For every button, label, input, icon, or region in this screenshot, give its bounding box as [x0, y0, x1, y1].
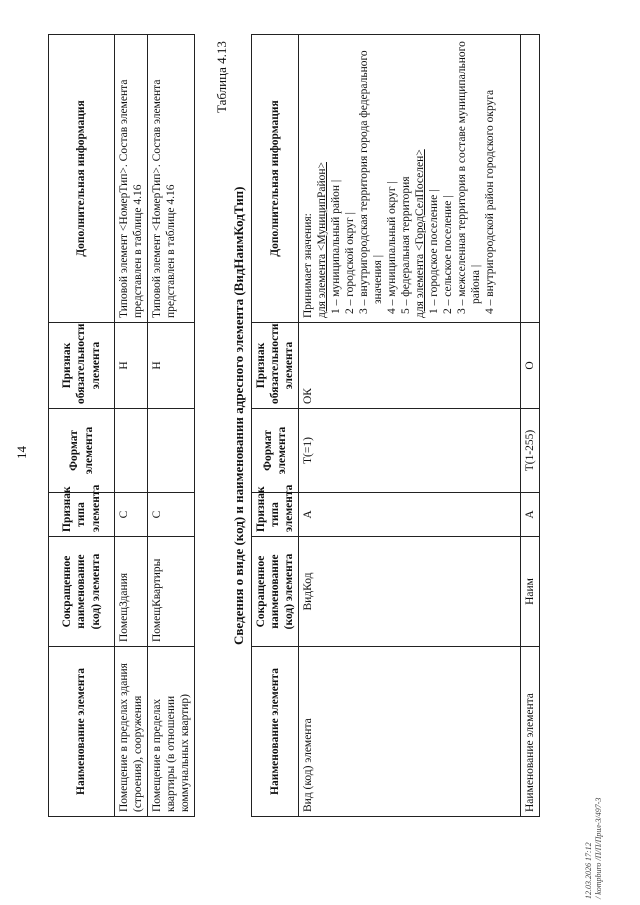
header-name: Наименование элемента [49, 647, 115, 817]
value-item: 2 – городской округ | [344, 212, 357, 314]
footer-date: 12.03.2026 17:12 [584, 842, 593, 899]
table-caption: Сведения о виде (код) и наименовании адресного элемента (ВидНаимКодТип) [231, 186, 246, 645]
cell-type: А [299, 493, 521, 537]
cell-code: ПомещЗдания [115, 537, 148, 647]
table-row [115, 35, 148, 817]
cell-required: Н [148, 323, 195, 409]
footer-path: / kompburo /П/П/Прил-3/497-3 [594, 797, 603, 899]
cell-info: Типовой элемент <НомерТип>. Состав элемента представлен в таблице 4.16 [148, 35, 195, 323]
header-code: Сокращенное наименование (код) элемента [49, 537, 115, 647]
header-required: Признак обязательности элемента [252, 323, 299, 409]
cell-name: Вид (код) элемента [299, 647, 521, 817]
cell-type: С [115, 493, 148, 537]
table-row [148, 35, 195, 817]
elements-table-top [48, 34, 195, 817]
header-format: Формат элемента [49, 409, 115, 493]
header-name: Наименование элемента [252, 647, 299, 817]
cell-code: Наим [521, 537, 540, 647]
table-number: Таблица 4.13 [214, 41, 229, 113]
values-group-title: для элемента <ГородСелПоселен> [414, 149, 427, 318]
cell-name: Помещение в пределах здания (строения), сооружения [115, 647, 148, 817]
cell-info: Типовой элемент <НомерТип>. Состав элемента представлен в таблице 4.16 [115, 35, 148, 323]
value-item: 4 – внутригородской район городского округа [484, 89, 497, 314]
value-item: 3 – внутригородская территория города федерального значения | [358, 50, 385, 314]
page-number: 14 [14, 446, 29, 459]
header-required: Признак обязательности элемента [49, 323, 115, 409]
table-row [299, 35, 521, 817]
value-item: 5 – федеральная территория [400, 176, 413, 314]
table-row [521, 35, 540, 817]
cell-type: С [148, 493, 195, 537]
table-header-row [252, 35, 299, 817]
value-item: 1 – городское поселение | [428, 189, 441, 314]
cell-type: А [521, 493, 540, 537]
value-item: 2 – сельское поселение | [442, 195, 455, 314]
values-intro: Принимает значения: [302, 213, 315, 318]
cell-required: ОК [299, 323, 521, 409]
elements-table-bottom [251, 34, 540, 817]
cell-format: T(1-255) [521, 409, 540, 493]
cell-name: Помещение в пределах квартиры (в отношении коммунальных квартир) [148, 647, 195, 817]
cell-name: Наименование элемента [521, 647, 540, 817]
header-info: Дополнительная информация [49, 35, 115, 323]
header-info: Дополнительная информация [252, 35, 299, 323]
cell-info-values [299, 35, 521, 323]
value-item: 3 – межселенная территория в составе муниципального района | [456, 41, 483, 314]
header-format: Формат элемента [252, 409, 299, 493]
cell-format: T(=1) [299, 409, 521, 493]
header-type: Признак типа элемента [252, 493, 299, 537]
value-item: 1 – муниципальный район | [330, 179, 343, 314]
cell-required: О [521, 323, 540, 409]
values-group-title: для элемента <МуниципРайон> [316, 162, 329, 318]
cell-format [148, 409, 195, 493]
cell-required: Н [115, 323, 148, 409]
value-item: 4 – муниципальный округ | [386, 181, 399, 314]
header-type: Признак типа элемента [49, 493, 115, 537]
header-code: Сокращенное наименование (код) элемента [252, 537, 299, 647]
cell-code: ВидКод [299, 537, 521, 647]
footer-stamp [584, 798, 604, 899]
cell-code: ПомещКвартиры [148, 537, 195, 647]
cell-format [115, 409, 148, 493]
cell-info [521, 35, 540, 323]
table-header-row [49, 35, 115, 817]
